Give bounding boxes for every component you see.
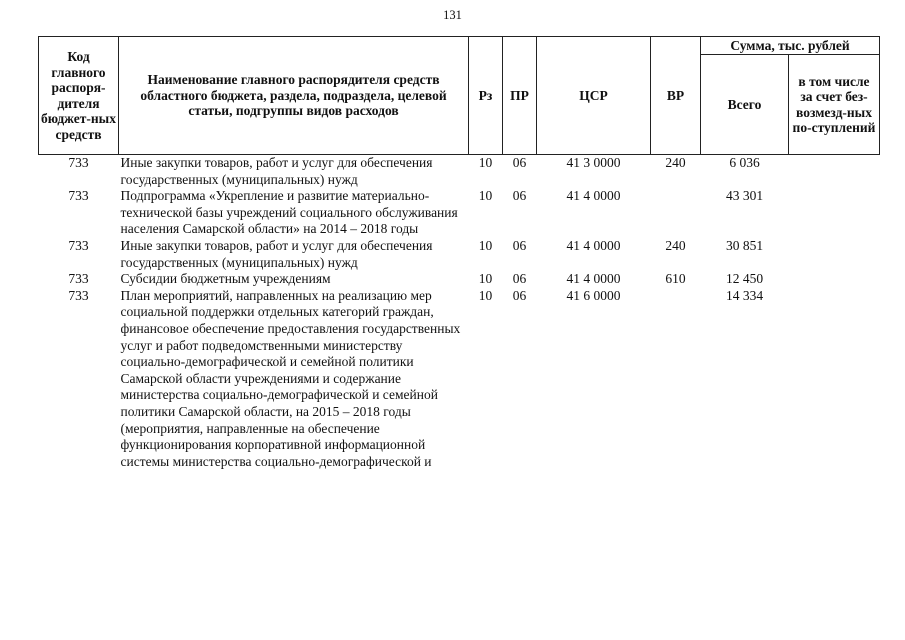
header-csr: ЦСР <box>537 37 651 155</box>
cell-vr: 240 <box>665 237 686 253</box>
cell-gratuitous <box>789 155 880 189</box>
cell-code: 733 <box>68 271 89 287</box>
budget-table <box>38 36 880 470</box>
cell-rz: 10 <box>478 155 493 170</box>
table-body <box>39 155 880 471</box>
cell-code: 733 <box>68 188 89 204</box>
cell-total: 14 334 <box>725 287 764 303</box>
cell-code: 733 <box>68 155 89 170</box>
cell-csr: 41 4 0000 <box>566 188 621 204</box>
header-name: Наименование главного распорядителя средств областного бюджета, раздела, подраздела, целевой статьи, подгруппы видов расходов <box>119 37 469 155</box>
header-gratuitous: в том числе за счет без-возмезд-ных по-ступлений <box>789 55 880 155</box>
header-code: Код главного распоря-дителя бюджет-ных средств <box>39 37 119 155</box>
table-row <box>39 155 880 189</box>
table-row <box>39 288 880 471</box>
cell-pr: 06 <box>512 155 527 170</box>
cell-csr: 41 3 0000 <box>566 155 621 170</box>
cell-gratuitous <box>789 288 880 471</box>
cell-csr: 41 6 0000 <box>566 287 621 303</box>
table-header <box>39 37 880 155</box>
cell-pr: 06 <box>512 271 527 287</box>
table-row <box>39 188 880 238</box>
cell-gratuitous <box>789 238 880 271</box>
cell-vr: 240 <box>665 155 686 170</box>
header-pr: ПР <box>503 37 537 155</box>
cell-csr: 41 4 0000 <box>566 271 621 287</box>
cell-name: План мероприятий, направленных на реализацию мер социальной поддержки отдельных категорий граждан, финансовое обеспечение предоставления государственных услуг и работ подведомственными министерству социально-демографической и семейной политики Самарской области учреждениями и содержание министерства социально-демографической и семейной политики Самарской области, на 2015 – 2018 годы (мероприятия, направленные на обеспечение функционирования корпоративной информационной системы министерства социально-демографической и <box>120 287 461 469</box>
cell-name: Подпрограмма «Укрепление и развитие материально-технической базы учреждений социального обслуживания населения Самарской области» на 2014 – 2018 годы <box>120 188 458 237</box>
cell-code: 733 <box>68 237 89 253</box>
header-vr: ВР <box>651 37 701 155</box>
header-total: Всего <box>701 55 789 155</box>
cell-rz: 10 <box>478 188 493 204</box>
cell-vr <box>651 188 701 238</box>
cell-gratuitous <box>789 271 880 288</box>
cell-rz: 10 <box>478 237 493 253</box>
cell-total: 30 851 <box>725 237 764 253</box>
cell-name: Иные закупки товаров, работ и услуг для обеспечения государственных (муниципальных) нужд <box>120 237 433 270</box>
cell-code: 733 <box>68 287 89 303</box>
cell-name: Субсидии бюджетным учреждениям <box>120 271 331 287</box>
table-row <box>39 238 880 271</box>
cell-pr: 06 <box>512 287 527 303</box>
cell-rz: 10 <box>478 271 493 287</box>
cell-gratuitous <box>789 188 880 238</box>
cell-pr: 06 <box>512 188 527 204</box>
cell-name: Иные закупки товаров, работ и услуг для обеспечения государственных (муниципальных) нужд <box>120 155 433 187</box>
header-sum-group: Сумма, тыс. рублей <box>701 37 880 55</box>
cell-csr: 41 4 0000 <box>566 237 621 253</box>
cell-total: 43 301 <box>725 188 764 204</box>
cell-rz: 10 <box>478 287 493 303</box>
cell-vr <box>651 288 701 471</box>
cell-total: 6 036 <box>729 155 760 170</box>
table-row <box>39 271 880 288</box>
page-number: 131 <box>443 8 462 22</box>
header-rz: Рз <box>469 37 503 155</box>
cell-total: 12 450 <box>725 271 764 287</box>
cell-pr: 06 <box>512 237 527 253</box>
cell-vr: 610 <box>665 271 686 287</box>
